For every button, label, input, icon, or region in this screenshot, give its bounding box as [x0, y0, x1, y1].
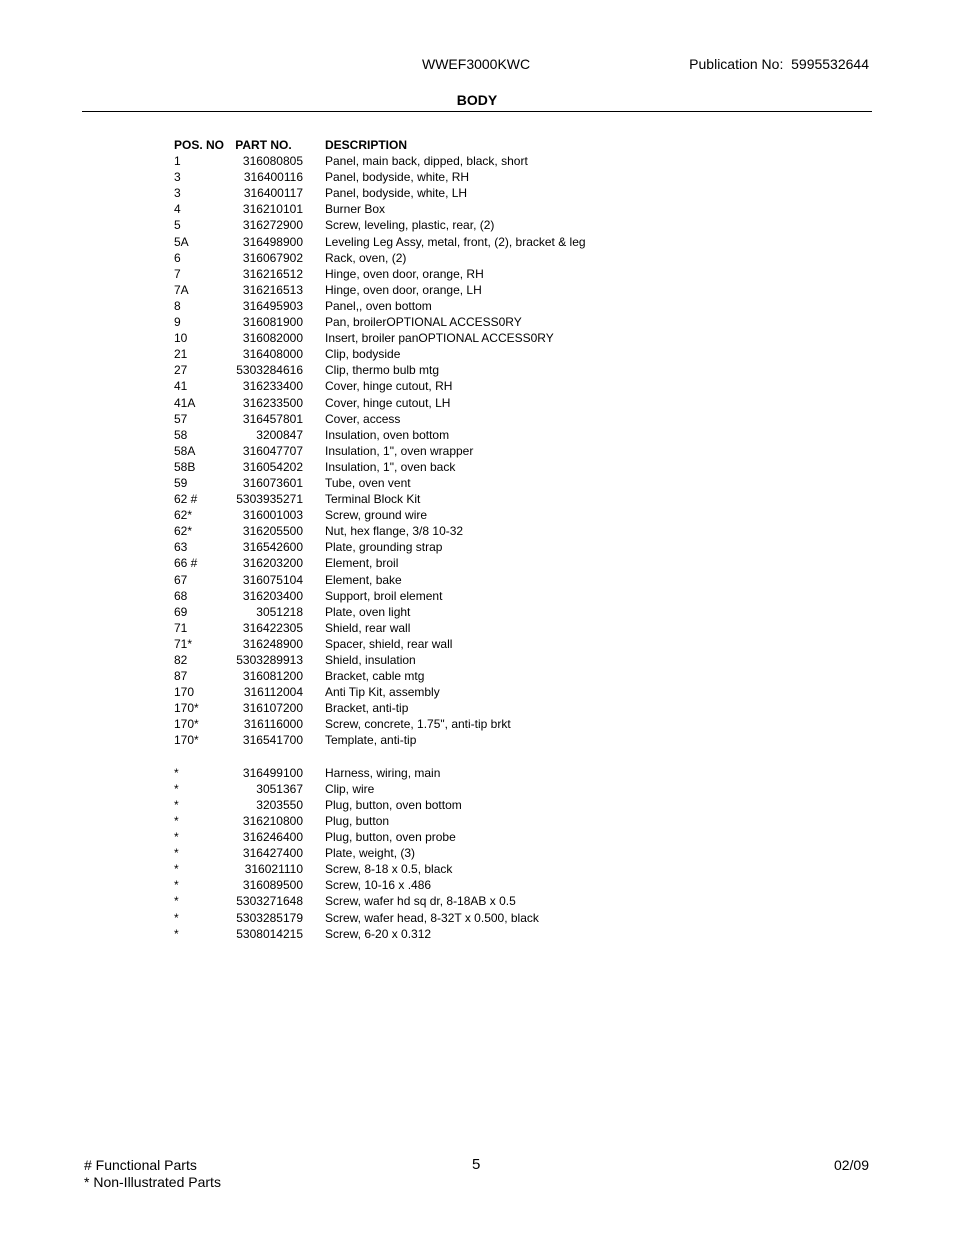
table-row — [174, 443, 586, 459]
pos-no-cell: 9 — [174, 315, 181, 330]
description-cell: Plug, button — [325, 813, 390, 828]
part-no-cell: 5303285179 — [236, 910, 303, 925]
part-no-cell: 316498900 — [242, 234, 303, 249]
part-no-cell: 316541700 — [242, 733, 303, 748]
description-cell: Screw, wafer head, 8-32T x 0.500, black — [325, 910, 539, 925]
table-row — [174, 893, 586, 909]
description-cell: Support, broil element — [325, 588, 443, 603]
description-cell: Panel, bodyside, white, RH — [325, 170, 470, 185]
pos-no-cell: 21 — [174, 347, 188, 362]
footer-date: 02/09 — [833, 1157, 869, 1173]
description-cell: Element, bake — [325, 572, 402, 587]
table-row — [174, 684, 586, 700]
table-row — [174, 395, 586, 411]
description-cell: Cover, hinge cutout, LH — [325, 395, 451, 410]
table-row — [174, 926, 586, 942]
header-divider — [82, 111, 872, 112]
table-row — [174, 555, 586, 571]
pos-no-cell: 1 — [174, 154, 181, 169]
description-cell: Element, broil — [325, 556, 399, 571]
description-cell: Screw, 6-20 x 0.312 — [325, 926, 432, 941]
pos-no-cell: 41 — [174, 379, 188, 394]
parts-table-header — [174, 137, 586, 153]
description-cell: Bracket, cable mtg — [325, 669, 425, 684]
pos-no-cell: 82 — [174, 653, 188, 667]
part-no-cell: 5303935271 — [236, 492, 303, 507]
description-cell: Plate, oven light — [325, 604, 411, 619]
description-cell: Hinge, oven door, orange, LH — [325, 282, 482, 297]
pos-no-cell: 7 — [174, 266, 181, 281]
description-cell: Screw, wafer hd sq dr, 8-18AB x 0.5 — [325, 894, 516, 909]
description-cell: Pan, broilerOPTIONAL ACCESS0RY — [325, 315, 522, 330]
pos-no-cell: 10 — [174, 331, 188, 346]
part-no-cell: 316246400 — [242, 830, 303, 845]
description-cell: Screw, 8-18 x 0.5, black — [325, 862, 453, 877]
part-no-cell: 316400116 — [243, 170, 303, 185]
table-row — [174, 523, 586, 539]
pos-no-cell: 58 — [174, 427, 188, 442]
pos-no-cell: * — [174, 862, 179, 877]
table-row — [174, 652, 586, 668]
pos-no-cell: * — [174, 878, 179, 893]
table-row — [174, 282, 586, 298]
description-cell: Shield, insulation — [325, 653, 416, 667]
part-no-cell: 316205500 — [242, 524, 303, 539]
pos-no-cell: 27 — [174, 363, 188, 378]
pos-no-cell: 66 # — [174, 556, 198, 571]
part-no-cell: 316073601 — [242, 475, 303, 490]
description-cell: Cover, hinge cutout, RH — [325, 379, 453, 394]
description-cell: Screw, concrete, 1.75", anti-tip brkt — [325, 717, 511, 732]
description-cell: Clip, bodyside — [325, 347, 401, 362]
part-no-cell: 316047707 — [242, 443, 303, 458]
pos-no-cell: 170* — [174, 733, 199, 748]
part-no-cell: 316089500 — [242, 878, 303, 893]
description-cell: Panel, main back, dipped, black, short — [325, 154, 528, 169]
table-row — [174, 877, 586, 893]
part-no-cell: 3203550 — [256, 797, 303, 812]
table-row — [174, 475, 586, 491]
pos-no-cell: * — [174, 894, 179, 909]
pos-no-cell: * — [174, 830, 179, 845]
pos-no-cell: 41A — [174, 395, 196, 410]
table-row — [174, 266, 586, 282]
table-row — [174, 845, 586, 861]
pos-no-cell: * — [174, 797, 179, 812]
table-row — [174, 732, 586, 748]
pos-no-cell: * — [174, 846, 179, 861]
pos-no-cell: 58B — [174, 459, 196, 474]
part-no-cell: 5303289913 — [236, 653, 303, 667]
pos-no-cell: 170 — [174, 685, 195, 700]
pos-no-cell: 5A — [174, 234, 189, 249]
table-row — [174, 668, 586, 684]
pos-no-cell: 170* — [174, 717, 199, 732]
table-row — [174, 459, 586, 475]
model-number: WWEF3000KWC — [422, 56, 531, 72]
table-row — [174, 330, 586, 346]
description-cell: Terminal Block Kit — [325, 492, 421, 507]
table-row — [174, 861, 586, 877]
description-cell: Insulation, oven bottom — [325, 427, 450, 442]
description-cell: Insulation, 1", oven back — [325, 459, 456, 474]
table-row — [174, 153, 586, 169]
description-cell: Insert, broiler panOPTIONAL ACCESS0RY — [325, 331, 554, 346]
table-row — [174, 813, 586, 829]
pos-no-cell: * — [174, 765, 179, 780]
pos-no-cell: 63 — [174, 540, 188, 555]
pos-no-cell: * — [174, 781, 179, 796]
part-no-cell: 316081900 — [242, 315, 303, 330]
page-number: 5 — [472, 1156, 481, 1173]
table-row — [174, 378, 586, 394]
pos-no-cell: 67 — [174, 572, 188, 587]
part-no-cell: 316001003 — [242, 508, 303, 523]
description-cell: Plug, button, oven bottom — [325, 797, 462, 812]
description-cell: Panel, bodyside, white, LH — [325, 186, 468, 201]
part-no-cell: 316054202 — [242, 459, 303, 474]
description-cell: Bracket, anti-tip — [325, 701, 409, 716]
part-no-cell: 3200847 — [256, 427, 303, 442]
header-pos-no: POS. NO — [174, 138, 225, 152]
part-no-cell: 316216513 — [242, 282, 303, 297]
description-cell: Rack, oven, (2) — [325, 250, 407, 265]
part-no-cell: 316081200 — [242, 669, 303, 684]
table-row — [174, 169, 586, 185]
description-cell: Nut, hex flange, 3/8 10-32 — [325, 524, 464, 539]
description-cell: Spacer, shield, rear wall — [325, 636, 453, 651]
description-cell: Cover, access — [325, 411, 401, 426]
description-cell: Harness, wiring, main — [325, 765, 441, 780]
table-row — [174, 427, 586, 443]
table-row — [174, 314, 586, 330]
table-row — [174, 620, 586, 636]
table-row — [174, 234, 586, 250]
description-cell: Clip, thermo bulb mtg — [325, 363, 440, 378]
pos-no-cell: 68 — [174, 588, 188, 603]
part-no-cell: 316542600 — [242, 540, 303, 555]
part-no-cell: 316203400 — [242, 588, 303, 603]
part-no-cell: 316021110 — [244, 862, 303, 877]
table-row — [174, 797, 586, 813]
description-cell: Clip, wire — [325, 781, 375, 796]
description-cell: Tube, oven vent — [325, 475, 411, 490]
table-row — [174, 539, 586, 555]
pos-no-cell: 57 — [174, 411, 188, 426]
description-cell: Template, anti-tip — [325, 733, 417, 748]
part-no-cell: 316408000 — [242, 347, 303, 362]
description-cell: Burner Box — [325, 202, 386, 217]
table-row — [174, 910, 586, 926]
part-no-cell: 316067902 — [242, 250, 303, 265]
header-part-no: PART NO. — [235, 138, 292, 152]
pos-no-cell: 3 — [174, 170, 181, 185]
description-cell: Plate, grounding strap — [325, 540, 443, 555]
table-row — [174, 185, 586, 201]
part-no-cell: 316457801 — [242, 411, 303, 426]
part-no-cell: 3051367 — [256, 781, 303, 796]
pos-no-cell: * — [174, 926, 179, 941]
part-no-cell: 316075104 — [242, 572, 303, 587]
part-no-cell: 316082000 — [242, 331, 303, 346]
part-no-cell: 316248900 — [242, 636, 303, 651]
description-cell: Anti Tip Kit, assembly — [325, 685, 440, 700]
description-cell: Plate, weight, (3) — [325, 846, 416, 861]
description-cell: Insulation, 1", oven wrapper — [325, 443, 474, 458]
description-cell: Leveling Leg Assy, metal, front, (2), bracket & leg — [325, 234, 586, 249]
legend-non-illustrated-parts: * Non-Illustrated Parts — [84, 1173, 221, 1190]
pos-no-cell: 3 — [174, 186, 181, 201]
footer-legend — [84, 1157, 221, 1190]
pos-no-cell: * — [174, 813, 179, 828]
table-row — [174, 201, 586, 217]
part-no-cell: 316107200 — [242, 701, 303, 716]
part-no-cell: 3051218 — [256, 604, 303, 619]
pos-no-cell: 87 — [174, 669, 188, 684]
table-row — [174, 572, 586, 588]
table-row — [174, 765, 586, 781]
table-row — [174, 781, 586, 797]
description-cell: Panel,, oven bottom — [325, 298, 432, 313]
description-cell: Shield, rear wall — [325, 620, 411, 635]
table-row — [174, 716, 586, 732]
part-no-cell: 316116000 — [243, 717, 303, 732]
description-cell: Screw, 10-16 x .486 — [325, 878, 432, 893]
publication-label: Publication No: — [689, 56, 784, 72]
pos-no-cell: 170* — [174, 701, 199, 716]
part-no-cell: 316216512 — [242, 266, 303, 281]
table-row — [174, 636, 586, 652]
part-no-cell: 5308014215 — [236, 926, 303, 941]
table-row — [174, 362, 586, 378]
part-no-cell: 5303284616 — [236, 363, 303, 378]
parts-table — [174, 137, 586, 942]
section-title: BODY — [456, 92, 498, 108]
part-no-cell: 316112004 — [243, 685, 303, 700]
pos-no-cell: 58A — [174, 443, 196, 458]
part-no-cell: 316495903 — [242, 298, 303, 313]
part-no-cell: 316203200 — [242, 556, 303, 571]
part-no-cell: 316233400 — [242, 379, 303, 394]
pos-no-cell: * — [174, 910, 179, 925]
pos-no-cell: 62 # — [174, 492, 198, 507]
pos-no-cell: 4 — [174, 202, 181, 217]
part-no-cell: 5303271648 — [236, 894, 303, 909]
part-no-cell: 316499100 — [242, 765, 303, 780]
parts-rows-illustrated — [174, 153, 586, 748]
part-no-cell: 316422305 — [242, 620, 303, 635]
table-row — [174, 250, 586, 266]
legend-functional-parts: # Functional Parts — [84, 1157, 197, 1173]
pos-no-cell: 62* — [174, 524, 193, 539]
table-row — [174, 588, 586, 604]
table-row — [174, 829, 586, 845]
pos-no-cell: 59 — [174, 475, 188, 490]
table-row — [174, 604, 586, 620]
description-cell: Screw, leveling, plastic, rear, (2) — [325, 218, 495, 233]
pos-no-cell: 71* — [174, 636, 193, 651]
pos-no-cell: 71 — [174, 620, 188, 635]
description-cell: Screw, ground wire — [325, 508, 428, 523]
description-cell: Plug, button, oven probe — [325, 830, 456, 845]
part-no-cell: 316427400 — [242, 846, 303, 861]
part-no-cell: 316400117 — [243, 186, 303, 201]
table-row — [174, 411, 586, 427]
pos-no-cell: 6 — [174, 250, 181, 265]
pos-no-cell: 7A — [174, 282, 189, 297]
table-row — [174, 217, 586, 233]
table-row — [174, 507, 586, 523]
parts-rows-non-illustrated — [174, 765, 586, 942]
pos-no-cell: 69 — [174, 604, 188, 619]
part-no-cell: 316272900 — [242, 218, 303, 233]
part-no-cell: 316233500 — [242, 395, 303, 410]
pos-no-cell: 62* — [174, 508, 193, 523]
table-row — [174, 491, 586, 507]
part-no-cell: 316080805 — [242, 154, 303, 169]
description-cell: Hinge, oven door, orange, RH — [325, 266, 484, 281]
publication-number: 5995532644 — [791, 56, 869, 72]
pos-no-cell: 8 — [174, 298, 181, 313]
header-description: DESCRIPTION — [325, 138, 408, 152]
table-row — [174, 298, 586, 314]
table-row — [174, 346, 586, 362]
publication-info — [689, 56, 869, 72]
table-row — [174, 700, 586, 716]
table-gap — [174, 749, 586, 765]
pos-no-cell: 5 — [174, 218, 181, 233]
part-no-cell: 316210101 — [242, 202, 303, 217]
part-no-cell: 316210800 — [242, 813, 303, 828]
